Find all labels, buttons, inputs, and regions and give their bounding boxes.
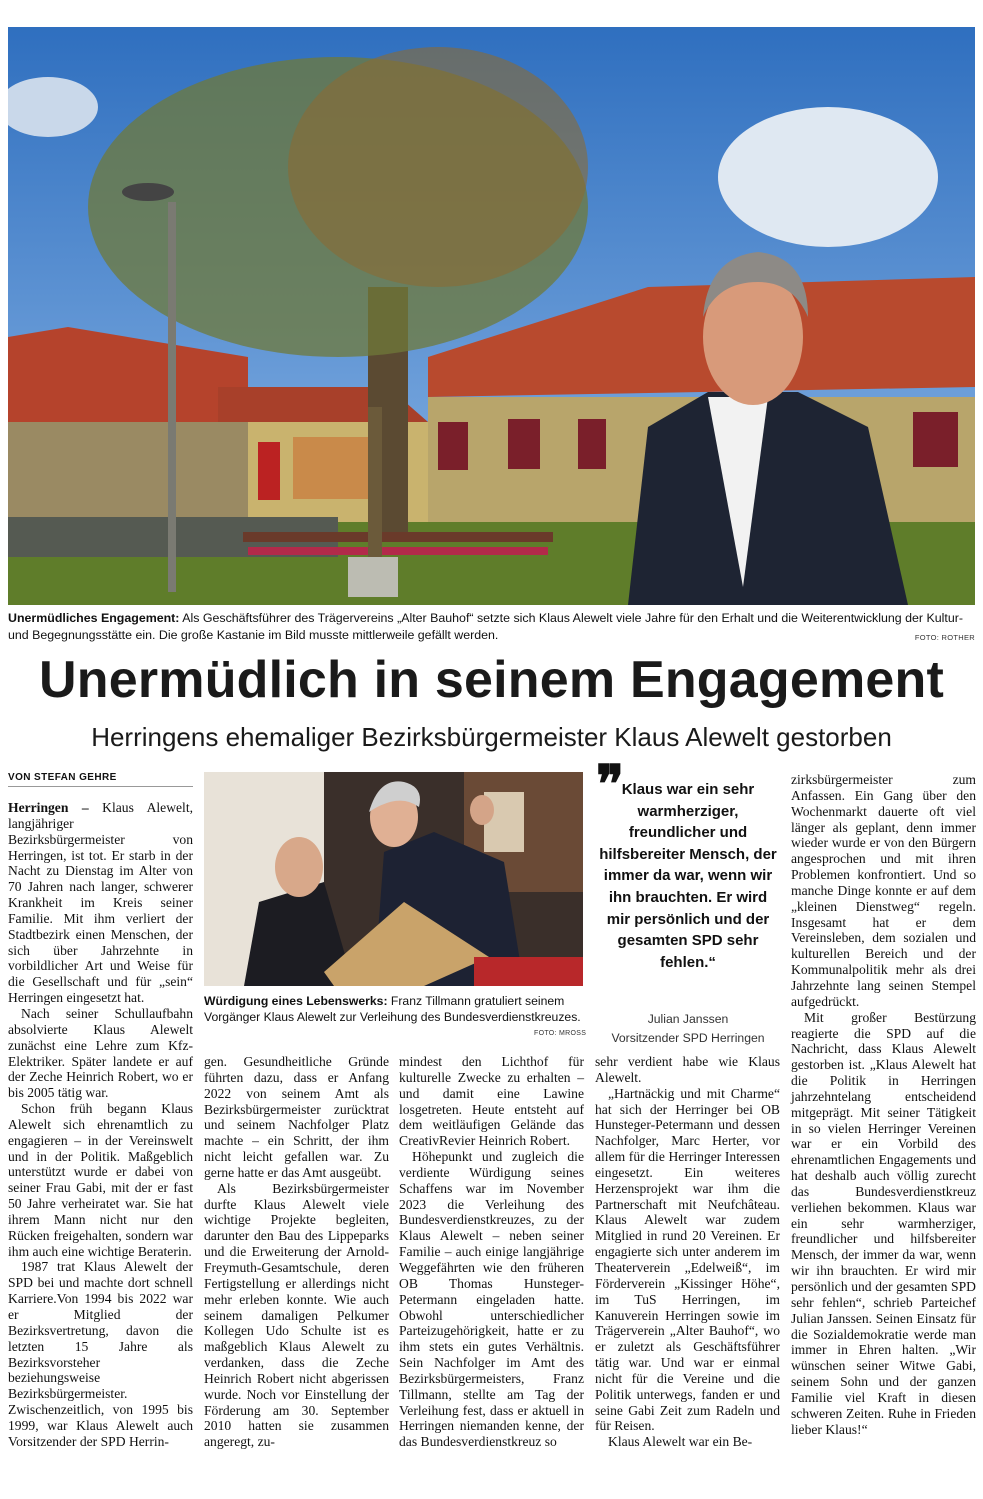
photo-credit: FOTO: ROTHER [914, 633, 975, 642]
article-column-3 [399, 1054, 584, 1450]
col2-p1: gen. Gesundheitliche Gründe führten dazu, dass er Anfang 2022 von seinem Amt als Bezirksbürgermeister zurücktrat und seinem Nachfolger Platz machte – ein Schritt, der ihm nicht leicht gefallen war. Zu gerne hatte er das Amt ausgeübt. [204, 1054, 389, 1180]
col2-p2: Als Bezirksbürgermeister durfte Klaus Alewelt viele wichtige Projekte begleiten, darunter den Bau des Lippeparks und die Erweiterung der Arnold-Freymuth-Gesamtschule, deren Fertigstellung er allerdings nicht mehr erleben konnte. Wie auch seinem damaligen Pelkumer Kollegen Udo Schulte ist es maßgeblich Klaus Alewelt zu verdanken, dass die Zeche Heinrich Robert nicht abgerissen wurde. Noch vor Einstellung der Förderung am 30. September 2010 hatten sie zusammen angeregt, zu- [204, 1180, 389, 1450]
inline-caption-lead: Würdigung eines Lebenswerks: [204, 994, 388, 1008]
col1-p1: Klaus Alewelt, langjähriger Bezirksbürgermeister von Herringen, ist tot. Er starb in der Nacht zu Dienstag im Alter von 70 Jahren nach langer, schwerer Krankheit im Kreis seiner Familie. Mit ihm verliert der Stadtbezirk einen Menschen, der sich über Jahrzehnte in vorbildlicher Art und Weise für die Gesellschaft und für „sein“ Herringen eingesetzt hat. [8, 800, 193, 1006]
inline-caption-text: Franz Tillmann gratuliert seinem Vorgänger Klaus Alewelt zur Verleihung des Bundesverdienstkreuzes. [204, 994, 581, 1024]
quote-mark-icon: ❞ [596, 757, 624, 814]
quote-author: Julian Janssen [647, 1012, 729, 1026]
main-photo-caption [8, 610, 975, 644]
inline-photo [204, 772, 583, 986]
pull-quote-attribution [598, 1010, 778, 1048]
main-photo [8, 27, 975, 605]
col1-p2: Nach seiner Schullaufbahn absolvierte Klaus Alewelt zunächst eine Lehre zum Kfz-Elektriker. Später landete er auf der Zeche Heinrich Robert, wo er bis 2005 tätig war. [8, 1005, 193, 1101]
col1-p4: 1987 trat Klaus Alewelt der SPD bei und machte dort schnell Karriere.Von 1994 bis 2022 war er Mitglied der Bezirksvertretung, davon die letzten 15 Jahre als Bezirksvorsteher beziehungsweise Bezirksbürgermeister. Zwischenzeitlich, von 1995 bis 1999, war Klaus Alewelt auch Vorsitzender der SPD Herrin- [8, 1259, 193, 1449]
col1-p3: Schon früh begann Klaus Alewelt sich ehrenamtlich zu engagieren – in der Vereinswelt und in der Politik. Maßgeblich unterstützt wurde er dabei von seiner Frau Gabi, mit der er fast 50 Jahre verheiratet war. Sie hat ihrem Mann nicht nur den Rücken freigehalten, sondern war ihm auch eine wichtige Beraterin. [8, 1101, 193, 1259]
inline-photo-caption [204, 993, 583, 1025]
subheadline: Herringens ehemaliger Bezirksbürgermeister Klaus Alewelt gestorben [91, 722, 892, 752]
col5-p1: zirksbürgermeister zum Anfassen. Ein Gang über den Wochenmarkt dauerte oft viel länger als geplant, denn immer wieder wurde er von den Bürgern angesprochen und mit ihren Problemen konfrontiert. Und so manche Dinge konnte er auf dem „kleinen Dienstweg“ regeln. Insgesamt hat er dem Vereinsleben, dem sozialen und kulturellen Bereich und der Kommunalpolitik mehr als drei Jahrzehnte lang seinen Stempel aufgedrückt. [791, 772, 976, 1009]
col4-p3: Klaus Alewelt war ein Be- [608, 1434, 753, 1450]
article-column-1 [8, 800, 193, 1450]
byline: VON STEFAN GEHRE [8, 772, 193, 787]
col4-p1: sehr verdient habe wie Klaus Alewelt. [595, 1054, 780, 1085]
headline: Unermüdlich in seinem Engagement [38, 651, 945, 709]
col5-p2: Mit großer Bestürzung reagierte die SPD auf die Nachricht, dass Klaus Alewelt gestorben ist. „Klaus Alewelt hat die Politik in Herringen jahrzehntelang entscheidend mitgeprägt. Mit seiner Tätigkeit in so vielen Herringer Vereinen war er ein Vorbild des ehrenamtlichen Engagements und hat deshalb auch völlig zurecht das Bundesverdienstkreuz verliehen bekommen. Klaus war ein sehr warmherziger, freundlicher und hilfsbereiter Mensch, der immer da war, wenn wir ihn brauchten. Er wird mir persönlich und der gesamten SPD sehr fehlen“, schrieb Parteichef Julian Janssen. Seinen Einsatz für die Sozialdemokratie werde man immer in Ehren halten. „Wir wünschen seiner Witwe Gabi, seinem Sohn und der ganzen Familie viel Kraft in diesen schweren Zeiten. Ruhe in Frieden lieber Klaus!“ [791, 1009, 976, 1437]
article-column-4 [595, 1054, 780, 1450]
article-column-2 [204, 1054, 389, 1450]
pull-quote: Klaus war ein sehr warmherziger, freundlicher und hilfsbereiter Mensch, der immer da war, wenn wir ihn brauchten. Er wird mir persönlich und der gesamten SPD sehr fehlen.“ [599, 781, 777, 971]
inline-photo-credit: FOTO: MROSS [534, 1030, 587, 1037]
caption-text: Als Geschäftsführer des Trägervereins „Alter Bauhof“ setzte sich Klaus Alewelt viele Jahre für den Erhalt und die Weiterentwicklung der Kultur- und Begegnungsstätte ein. Die große Kastanie im Bild musste mittlerweile gefällt werden. [8, 611, 963, 642]
col3-p1: mindest den Lichthof für kulturelle Zwecke zu erhalten – und damit eine Lawine losgetreten. Heute entsteht auf dem weitläufigen Gelände das CreativRevier Heinrich Robert. [399, 1054, 584, 1149]
col4-p2: „Hartnäckig und mit Charme“ hat sich der Herringer bei OB Hunsteger-Petermann und dessen Nachfolger, Marc Herter, vor allem für die Herringer Interessen eingesetzt. Ein weiteres Herzensprojekt war ihm die Partnerschaft mit Neufchâteau. Klaus Alewelt war zudem Mitglied in rund 20 Vereinen. Er engagierte sich unter anderem im Theaterverein „Edelweiß“, im Förderverein „Kissinger Höhe“, im TuS Herringen, im Kanuverein Herringen sowie im Trägerverein „Alter Bauhof“, wo er zuletzt als Geschäftsführer tätig war. Und war er einmal nicht für die Vereine und die Politik unterwegs, fanden er und seine Gabi Zeit zum Radeln und für Reisen. [595, 1085, 780, 1434]
dateline: Herringen – [8, 800, 89, 815]
col3-p2: Höhepunkt und zugleich die verdiente Würdigung seines Schaffens war im November 2023 die Verleihung des Bundesverdienstkreuzes, zu der Klaus Alewelt – neben seiner Familie – auch einige langjährige Weggefährten wie den früheren OB Thomas Hunsteger-Petermann eingeladen hatte. Obwohl unterschiedlicher Parteizugehörigkeit, hatte er zu ihm stets ein gutes Verhältnis. Sein Nachfolger im Amt des Bezirksbürgermeisters, Franz Tillmann, stellte am Tag der Verleihung fest, dass er aktuell in Herringen niemanden kenne, der das Bundesverdienstkreuz so [399, 1149, 584, 1450]
quote-role: Vorsitzender SPD Herringen [611, 1031, 765, 1045]
article-column-5 [791, 772, 976, 1437]
caption-lead: Unermüdliches Engagement: [8, 611, 180, 625]
